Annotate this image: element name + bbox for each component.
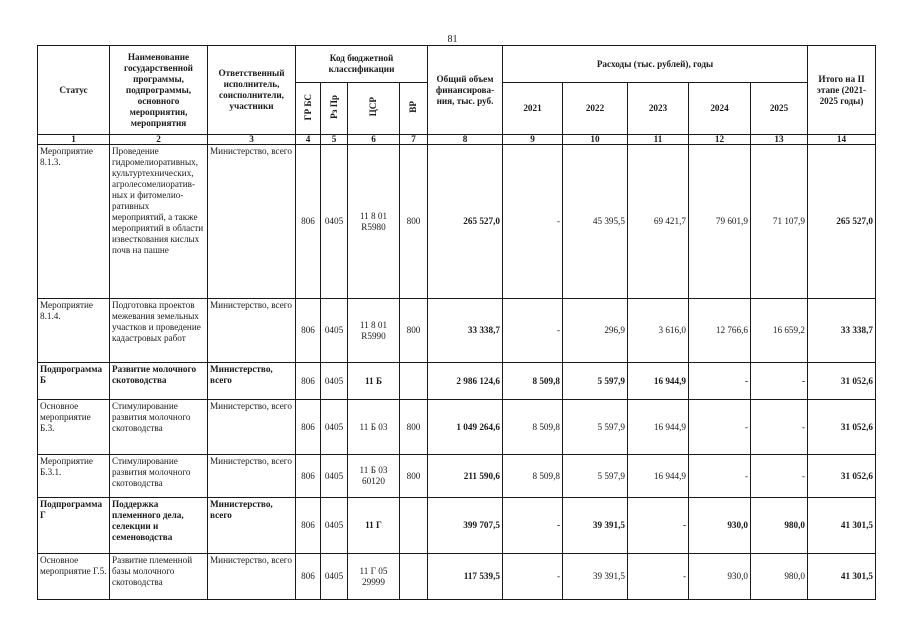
cell-vr — [400, 498, 428, 554]
cell-2024: 930,0 — [689, 498, 751, 554]
cell-2025: 980,0 — [751, 554, 808, 600]
column-number: 5 — [321, 135, 348, 145]
cell-2022: 5 597,9 — [563, 455, 628, 498]
cell-total: 399 707,5 — [428, 498, 503, 554]
cell-name: Подготовка проектов межевания земельных участков и проведение кадастровых работ — [110, 299, 208, 363]
cell-responsible: Министерство, всего — [208, 299, 296, 363]
cell-2021: - — [503, 554, 563, 600]
cell-rzpr: 0405 — [321, 554, 348, 600]
column-number: 10 — [563, 135, 628, 145]
cell-stage-total: 31 052,6 — [808, 363, 876, 400]
column-number: 3 — [208, 135, 296, 145]
header-csr-label: ЦСР — [368, 97, 378, 117]
cell-2021: - — [503, 299, 563, 363]
table-row — [38, 455, 876, 498]
cell-2021: 8 509,8 — [503, 363, 563, 400]
header-vr — [400, 83, 428, 135]
cell-vr: 800 — [400, 145, 428, 299]
cell-csr: 11 8 01 R5980 — [348, 145, 400, 299]
cell-2024: 930,0 — [689, 554, 751, 600]
cell-grbs: 806 — [296, 363, 321, 400]
cell-grbs: 806 — [296, 498, 321, 554]
cell-2024: - — [689, 363, 751, 400]
cell-2025: 16 659,2 — [751, 299, 808, 363]
cell-2022: 296,9 — [563, 299, 628, 363]
cell-status: Основное мероприятие Б.3. — [38, 400, 110, 455]
table-row — [38, 363, 876, 400]
header-grbs-label: ГР БС — [302, 93, 313, 121]
header-rzpr — [321, 83, 348, 135]
cell-2022: 45 395,5 — [563, 145, 628, 299]
cell-2021: - — [503, 498, 563, 554]
cell-stage-total: 31 052,6 — [808, 400, 876, 455]
cell-vr: 800 — [400, 455, 428, 498]
header-responsible: Ответственный исполнитель, соисполнители, участники — [208, 46, 296, 135]
cell-name: Развитие племенной базы молочного скотоводства — [110, 554, 208, 600]
cell-2025: - — [751, 363, 808, 400]
cell-2023: 16 944,9 — [628, 455, 689, 498]
header-year-2024: 2024 — [689, 83, 751, 135]
cell-responsible: Министерство, всего — [208, 554, 296, 600]
column-number: 11 — [628, 135, 689, 145]
column-number: 4 — [296, 135, 321, 145]
cell-2025: - — [751, 455, 808, 498]
cell-name: Поддержка племенного дела, селекции и семеноводства — [110, 498, 208, 554]
cell-2023: 16 944,9 — [628, 400, 689, 455]
cell-2023: - — [628, 554, 689, 600]
cell-stage-total: 41 301,5 — [808, 498, 876, 554]
cell-2024: - — [689, 455, 751, 498]
cell-status: Мероприятие 8.1.3. — [38, 145, 110, 299]
cell-2021: 8 509,8 — [503, 400, 563, 455]
header-name: Наименование государственной программы, подпрограммы, основного мероприятия, мероприятия — [110, 46, 208, 135]
cell-grbs: 806 — [296, 455, 321, 498]
header-total-volume: Общий объем финансирова-ния, тыс. руб. — [428, 46, 503, 135]
cell-responsible: Министерство, всего — [208, 455, 296, 498]
cell-stage-total: 31 052,6 — [808, 455, 876, 498]
cell-2022: 39 391,5 — [563, 554, 628, 600]
cell-2025: 71 107,9 — [751, 145, 808, 299]
table-row — [38, 145, 876, 299]
cell-csr: 11 Г — [348, 498, 400, 554]
cell-2022: 39 391,5 — [563, 498, 628, 554]
header-year-2025: 2025 — [751, 83, 808, 135]
cell-status: Основное мероприятие Г.5. — [38, 554, 110, 600]
header-year-2021: 2021 — [503, 83, 563, 135]
cell-responsible: Министерство, всего — [208, 145, 296, 299]
header-csr — [348, 83, 400, 135]
cell-status: Подпрограмма Г — [38, 498, 110, 554]
cell-csr: 11 Б 03 — [348, 400, 400, 455]
cell-grbs: 806 — [296, 145, 321, 299]
cell-csr: 11 Б — [348, 363, 400, 400]
column-number: 13 — [751, 135, 808, 145]
cell-stage-total: 265 527,0 — [808, 145, 876, 299]
header-budget-code: Код бюджетной классификации — [296, 46, 428, 83]
cell-2025: 980,0 — [751, 498, 808, 554]
cell-total: 2 986 124,6 — [428, 363, 503, 400]
column-number: 1 — [38, 135, 110, 145]
header-expenses: Расходы (тыс. рублей), годы — [503, 46, 808, 83]
cell-stage-total: 33 338,7 — [808, 299, 876, 363]
header-year-2022: 2022 — [563, 83, 628, 135]
cell-2022: 5 597,9 — [563, 400, 628, 455]
cell-2023: - — [628, 498, 689, 554]
cell-rzpr: 0405 — [321, 145, 348, 299]
cell-2021: - — [503, 145, 563, 299]
cell-2023: 3 616,0 — [628, 299, 689, 363]
cell-vr — [400, 363, 428, 400]
cell-grbs: 806 — [296, 400, 321, 455]
cell-responsible: Министерство, всего — [208, 400, 296, 455]
cell-name: Стимулирование развития молочного скотоводства — [110, 455, 208, 498]
cell-status: Мероприятие 8.1.4. — [38, 299, 110, 363]
column-number: 12 — [689, 135, 751, 145]
table-row — [38, 498, 876, 554]
cell-2023: 16 944,9 — [628, 363, 689, 400]
cell-name: Развитие молочного скотоводства — [110, 363, 208, 400]
header-status: Статус — [38, 46, 110, 135]
cell-rzpr: 0405 — [321, 498, 348, 554]
cell-2024: 79 601,9 — [689, 145, 751, 299]
column-number: 2 — [110, 135, 208, 145]
table-row — [38, 299, 876, 363]
cell-rzpr: 0405 — [321, 299, 348, 363]
header-rzpr-label: Рз Пр — [328, 95, 339, 119]
header-year-2023: 2023 — [628, 83, 689, 135]
cell-responsible: Министерство, всего — [208, 363, 296, 400]
cell-total: 117 539,5 — [428, 554, 503, 600]
header-vr-label: ВР — [408, 101, 418, 113]
table-row — [38, 400, 876, 455]
header-grbs — [296, 83, 321, 135]
column-number: 9 — [503, 135, 563, 145]
cell-status: Мероприятие Б.3.1. — [38, 455, 110, 498]
column-number: 8 — [428, 135, 503, 145]
cell-2022: 5 597,9 — [563, 363, 628, 400]
cell-2023: 69 421,7 — [628, 145, 689, 299]
cell-name: Проведение гидромелиоративных, культуртехнических, агролесомелиоратив-ных и фитомелио-ративных мероприятий, а также мероприятий в области известкования кислых почв на пашне — [110, 145, 208, 299]
cell-vr — [400, 554, 428, 600]
column-number: 14 — [808, 135, 876, 145]
cell-csr: 11 8 01 R5990 — [348, 299, 400, 363]
cell-name: Стимулирование развития молочного скотоводства — [110, 400, 208, 455]
column-number-row — [38, 135, 876, 145]
cell-stage-total: 41 301,5 — [808, 554, 876, 600]
header-stage-total: Итого на II этапе (2021-2025 годы) — [808, 46, 876, 135]
cell-csr: 11 Б 03 60120 — [348, 455, 400, 498]
column-number: 6 — [348, 135, 400, 145]
cell-total: 211 590,6 — [428, 455, 503, 498]
cell-rzpr: 0405 — [321, 455, 348, 498]
cell-rzpr: 0405 — [321, 363, 348, 400]
cell-csr: 11 Г 05 29999 — [348, 554, 400, 600]
table-row — [38, 554, 876, 600]
cell-2024: - — [689, 400, 751, 455]
page-number: 81 — [447, 34, 458, 45]
cell-total: 265 527,0 — [428, 145, 503, 299]
cell-vr: 800 — [400, 400, 428, 455]
cell-grbs: 806 — [296, 554, 321, 600]
cell-total: 33 338,7 — [428, 299, 503, 363]
cell-2021: 8 509,8 — [503, 455, 563, 498]
cell-grbs: 806 — [296, 299, 321, 363]
column-number: 7 — [400, 135, 428, 145]
cell-responsible: Министерство, всего — [208, 498, 296, 554]
budget-table — [37, 45, 876, 600]
cell-vr: 800 — [400, 299, 428, 363]
cell-rzpr: 0405 — [321, 400, 348, 455]
cell-2024: 12 766,6 — [689, 299, 751, 363]
header-row-1 — [38, 46, 876, 83]
cell-status: Подпрограмма Б — [38, 363, 110, 400]
cell-total: 1 049 264,6 — [428, 400, 503, 455]
cell-2025: - — [751, 400, 808, 455]
